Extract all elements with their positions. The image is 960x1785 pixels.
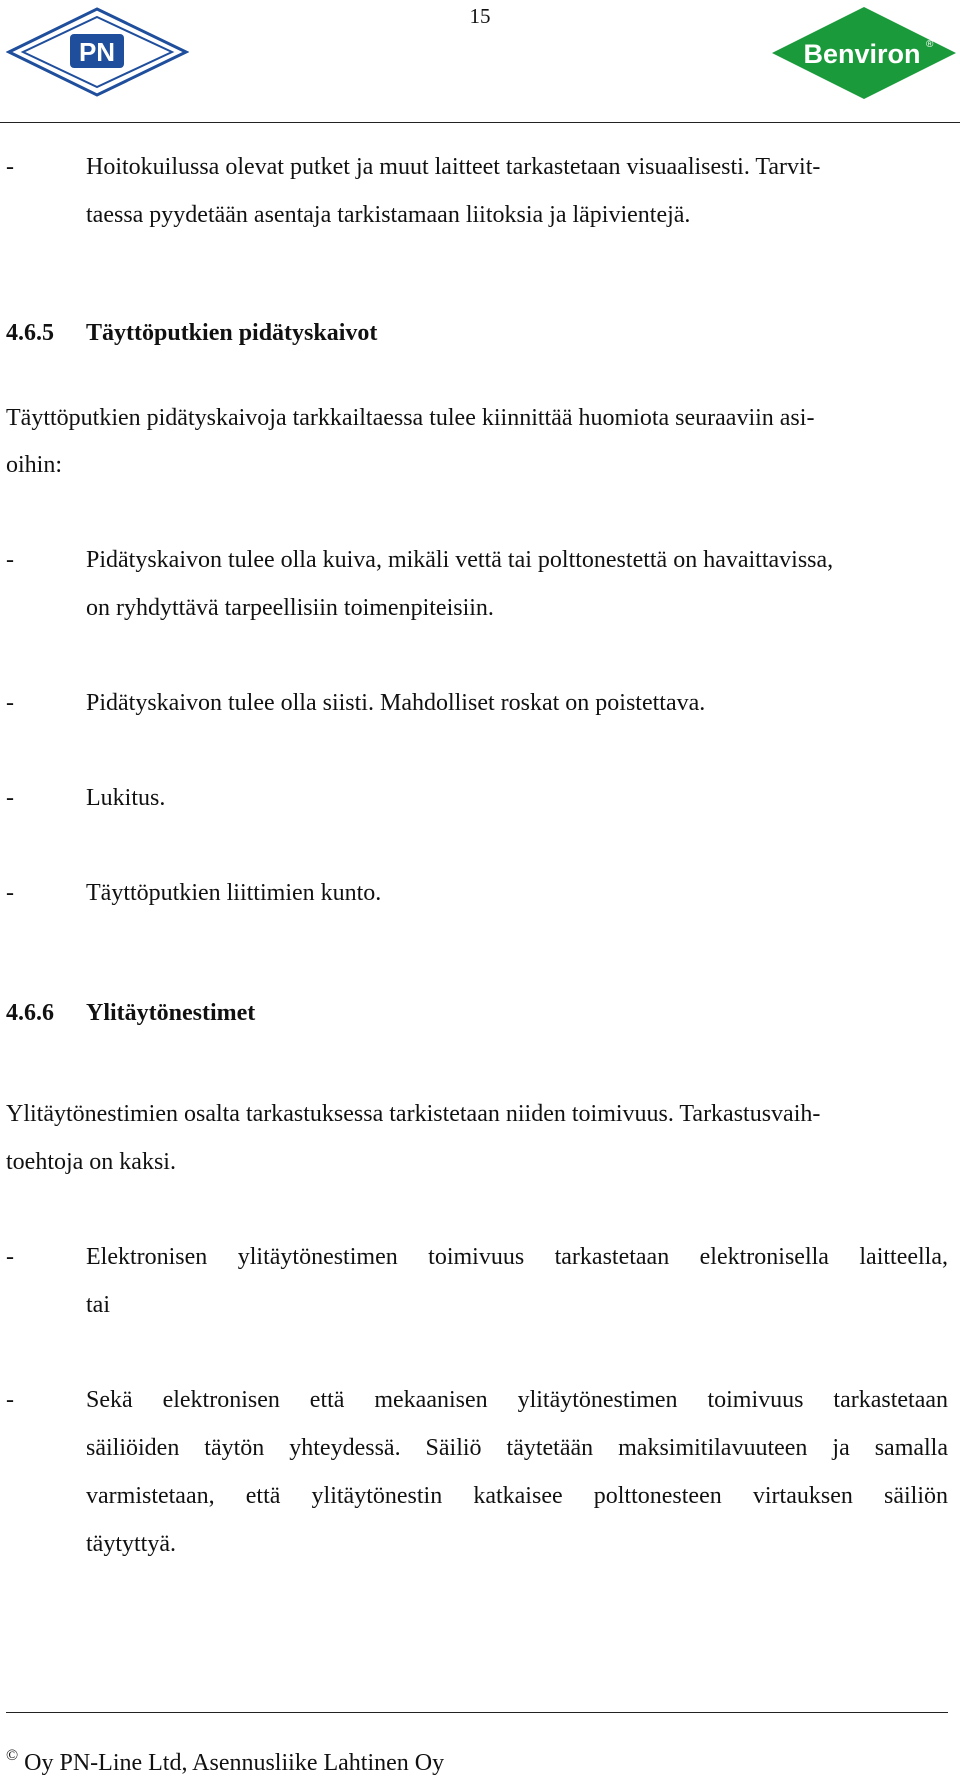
paragraph-line: Täyttöputkien pidätyskaivoja tarkkailtaessa tulee kiinnittää huomiota seuraaviin asi- xyxy=(6,405,815,431)
benviron-logo xyxy=(770,5,958,101)
section-number: 4.6.6 xyxy=(6,1000,54,1026)
pn-logo xyxy=(6,6,189,98)
list-item-line: Elektronisen ylitäytönestimen toimivuus tarkastetaan elektronisella laitteella, xyxy=(86,1244,948,1270)
benviron-logo-text: Benviron xyxy=(803,39,921,69)
section-heading xyxy=(6,998,255,1028)
section-title: Ylitäytönestimet xyxy=(86,1000,256,1026)
list-item-line: Pidätyskaivon tulee olla kuiva, mikäli vettä tai polttonestettä on havaittavissa, xyxy=(86,547,834,573)
list-item-line: Täyttöputkien liittimien kunto. xyxy=(86,880,382,906)
footer xyxy=(6,1747,445,1777)
paragraph-line: oihin: xyxy=(6,452,63,478)
section-heading xyxy=(6,318,377,348)
bullet-dash: - xyxy=(6,880,14,906)
paragraph-line: Hoitokuilussa olevat putket ja muut laitteet tarkastetaan visuaalisesti. Tarvit- xyxy=(86,154,821,180)
list-item-line: on ryhdyttävä tarpeellisiin toimenpiteisiin. xyxy=(86,595,494,621)
bullet-dash: - xyxy=(6,547,14,573)
list-item-line: tai xyxy=(86,1292,110,1318)
footer-rule xyxy=(6,1712,948,1713)
list-item-line: Pidätyskaivon tulee olla siisti. Mahdolliset roskat on poistettava. xyxy=(86,690,706,716)
paragraph-line: Ylitäytönestimien osalta tarkastuksessa tarkistetaan niiden toimivuus. Tarkastusvaih- xyxy=(6,1101,821,1127)
paragraph-line: taessa pyydetään asentaja tarkistamaan liitoksia ja läpivientejä. xyxy=(86,202,691,228)
bullet-dash: - xyxy=(6,785,14,811)
bullet-dash: - xyxy=(6,690,14,716)
list-item-line: säiliöiden täytön yhteydessä. Säiliö täytetään maksimitilavuuteen ja samalla xyxy=(86,1435,948,1461)
registered-mark: ® xyxy=(926,39,934,50)
copyright-symbol: © xyxy=(6,1747,19,1764)
paragraph-line: toehtoja on kaksi. xyxy=(6,1149,176,1175)
bullet-dash: - xyxy=(6,1244,14,1270)
list-item-line: Sekä elektronisen että mekaanisen ylitäytönestimen toimivuus tarkastetaan xyxy=(86,1387,948,1413)
list-item-line: varmistetaan, että ylitäytönestin katkaisee polttonesteen virtauksen säiliön xyxy=(86,1483,948,1509)
header-rule xyxy=(0,122,960,123)
section-number: 4.6.5 xyxy=(6,320,54,346)
list-item-line: täytyttyä. xyxy=(86,1531,176,1557)
bullet-dash: - xyxy=(6,1387,14,1413)
pn-logo-text: PN xyxy=(78,37,116,67)
footer-text: Oy PN-Line Ltd, Asennusliike Lahtinen Oy xyxy=(24,1750,445,1776)
list-item-line: Lukitus. xyxy=(86,785,166,811)
section-title: Täyttöputkien pidätyskaivot xyxy=(86,320,378,346)
page-number: 15 xyxy=(469,4,491,28)
bullet-dash: - xyxy=(6,154,14,180)
